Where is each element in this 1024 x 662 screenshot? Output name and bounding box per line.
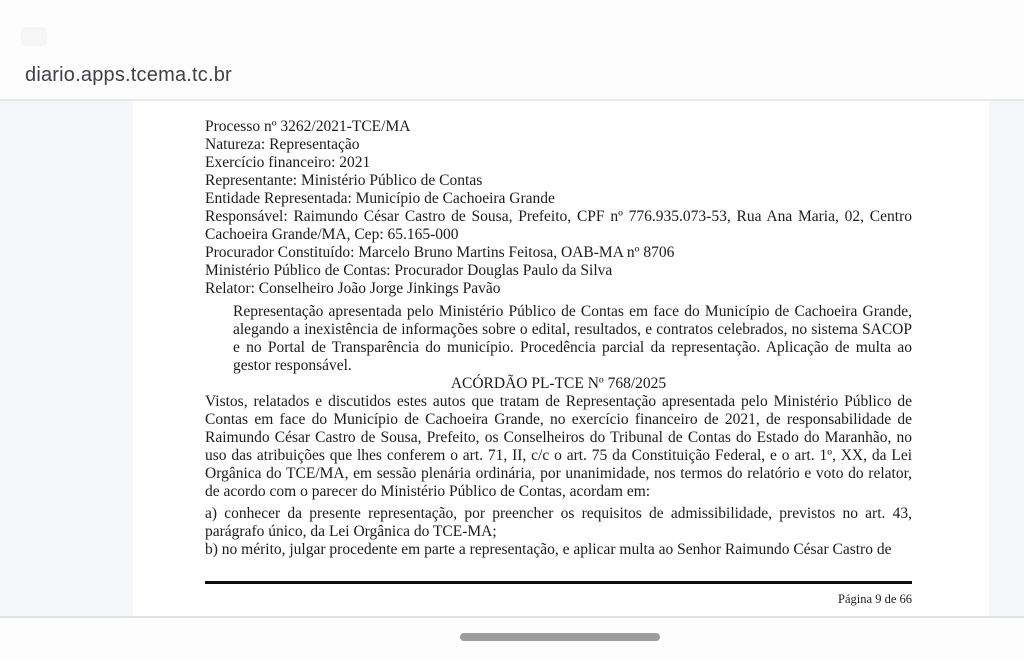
page-number: Página 9 de 66: [838, 592, 912, 606]
doc-decision-items: [205, 505, 912, 559]
doc-line-ministerio: Ministério Público de Contas: Procurador Douglas Paulo da Silva: [205, 262, 613, 279]
doc-summary-paragraph: Representação apresentada pelo Ministério Público de Contas em face do Município de Cachoeira Grande, alegando a inexistência de informações sobre o edital, resultados, e contratos celebrados, no sistema SACOP e no Portal de Transparência do município. Procedência parcial da representação. Aplicação de multa ao gestor responsável.: [233, 303, 912, 374]
doc-line-representante: Representante: Ministério Público de Contas: [205, 172, 483, 189]
pdf-viewer: [0, 101, 1024, 618]
doc-line-entidade: Entidade Representada: Município de Cachoeira Grande: [205, 190, 555, 207]
bottom-bar: [0, 618, 1024, 660]
doc-line-procurador: Procurador Constituído: Marcelo Bruno Martins Feitosa, OAB-MA nº 8706: [205, 244, 675, 261]
doc-acordao-title: ACÓRDÃO PL-TCE Nº 768/2025: [450, 375, 667, 392]
doc-line-exercicio: Exercício financeiro: 2021: [205, 154, 371, 171]
doc-item-b: b) no mérito, julgar procedente em parte a representação, e aplicar multa ao Senhor Raimundo César Castro de: [205, 541, 892, 558]
pdf-page: [133, 101, 989, 616]
doc-item-a: a) conhecer da presente representação, por preencher os requisitos de admissibilidade, previstos no art. 43, parágrafo único, da Lei Orgânica do TCE-MA;: [205, 505, 912, 540]
viewer-gutter-left: [0, 101, 133, 616]
doc-line-relator: Relator: Conselheiro João Jorge Jinkings Pavão: [205, 280, 501, 297]
doc-line-responsavel: Responsável: Raimundo César Castro de Sousa, Prefeito, CPF nº 776.935.073-53, Rua Ana Maria, 02, Centro Cachoeira Grande/MA, Cep: 65.165-000: [205, 208, 912, 243]
doc-footer-rule: [205, 581, 912, 584]
browser-url-bar: [0, 0, 1024, 101]
doc-body-paragraph: Vistos, relatados e discutidos estes autos que tratam de Representação apresentada pelo Ministério Público de Contas em face do Município de Cachoeira Grande, no exercício financeiro de 2021, de responsabilidade de Raimundo César Castro de Sousa, Prefeito, os Conselheiros do Tribunal de Contas do Estado do Maranhão, no uso das atribuições que lhes conferem o art. 71, II, c/c o art. 75 da Constituição Federal, e o art. 1º, XX, da Lei Orgânica do TCE/MA, em sessão plenária ordinária, por unanimidade, nos termos do relatório e voto do relator, de acordo com o parecer do Ministério Público de Contas, acordam em:: [205, 393, 912, 500]
doc-line-natureza: Natureza: Representação: [205, 136, 360, 153]
viewer-gutter-right: [989, 101, 1024, 616]
address-bar-url[interactable]: diario.apps.tcema.tc.br: [25, 64, 232, 86]
doc-line-processo: Processo nº 3262/2021-TCE/MA: [205, 118, 411, 135]
home-indicator-handle[interactable]: [460, 633, 660, 641]
faint-toolbar-icon: [21, 27, 47, 46]
